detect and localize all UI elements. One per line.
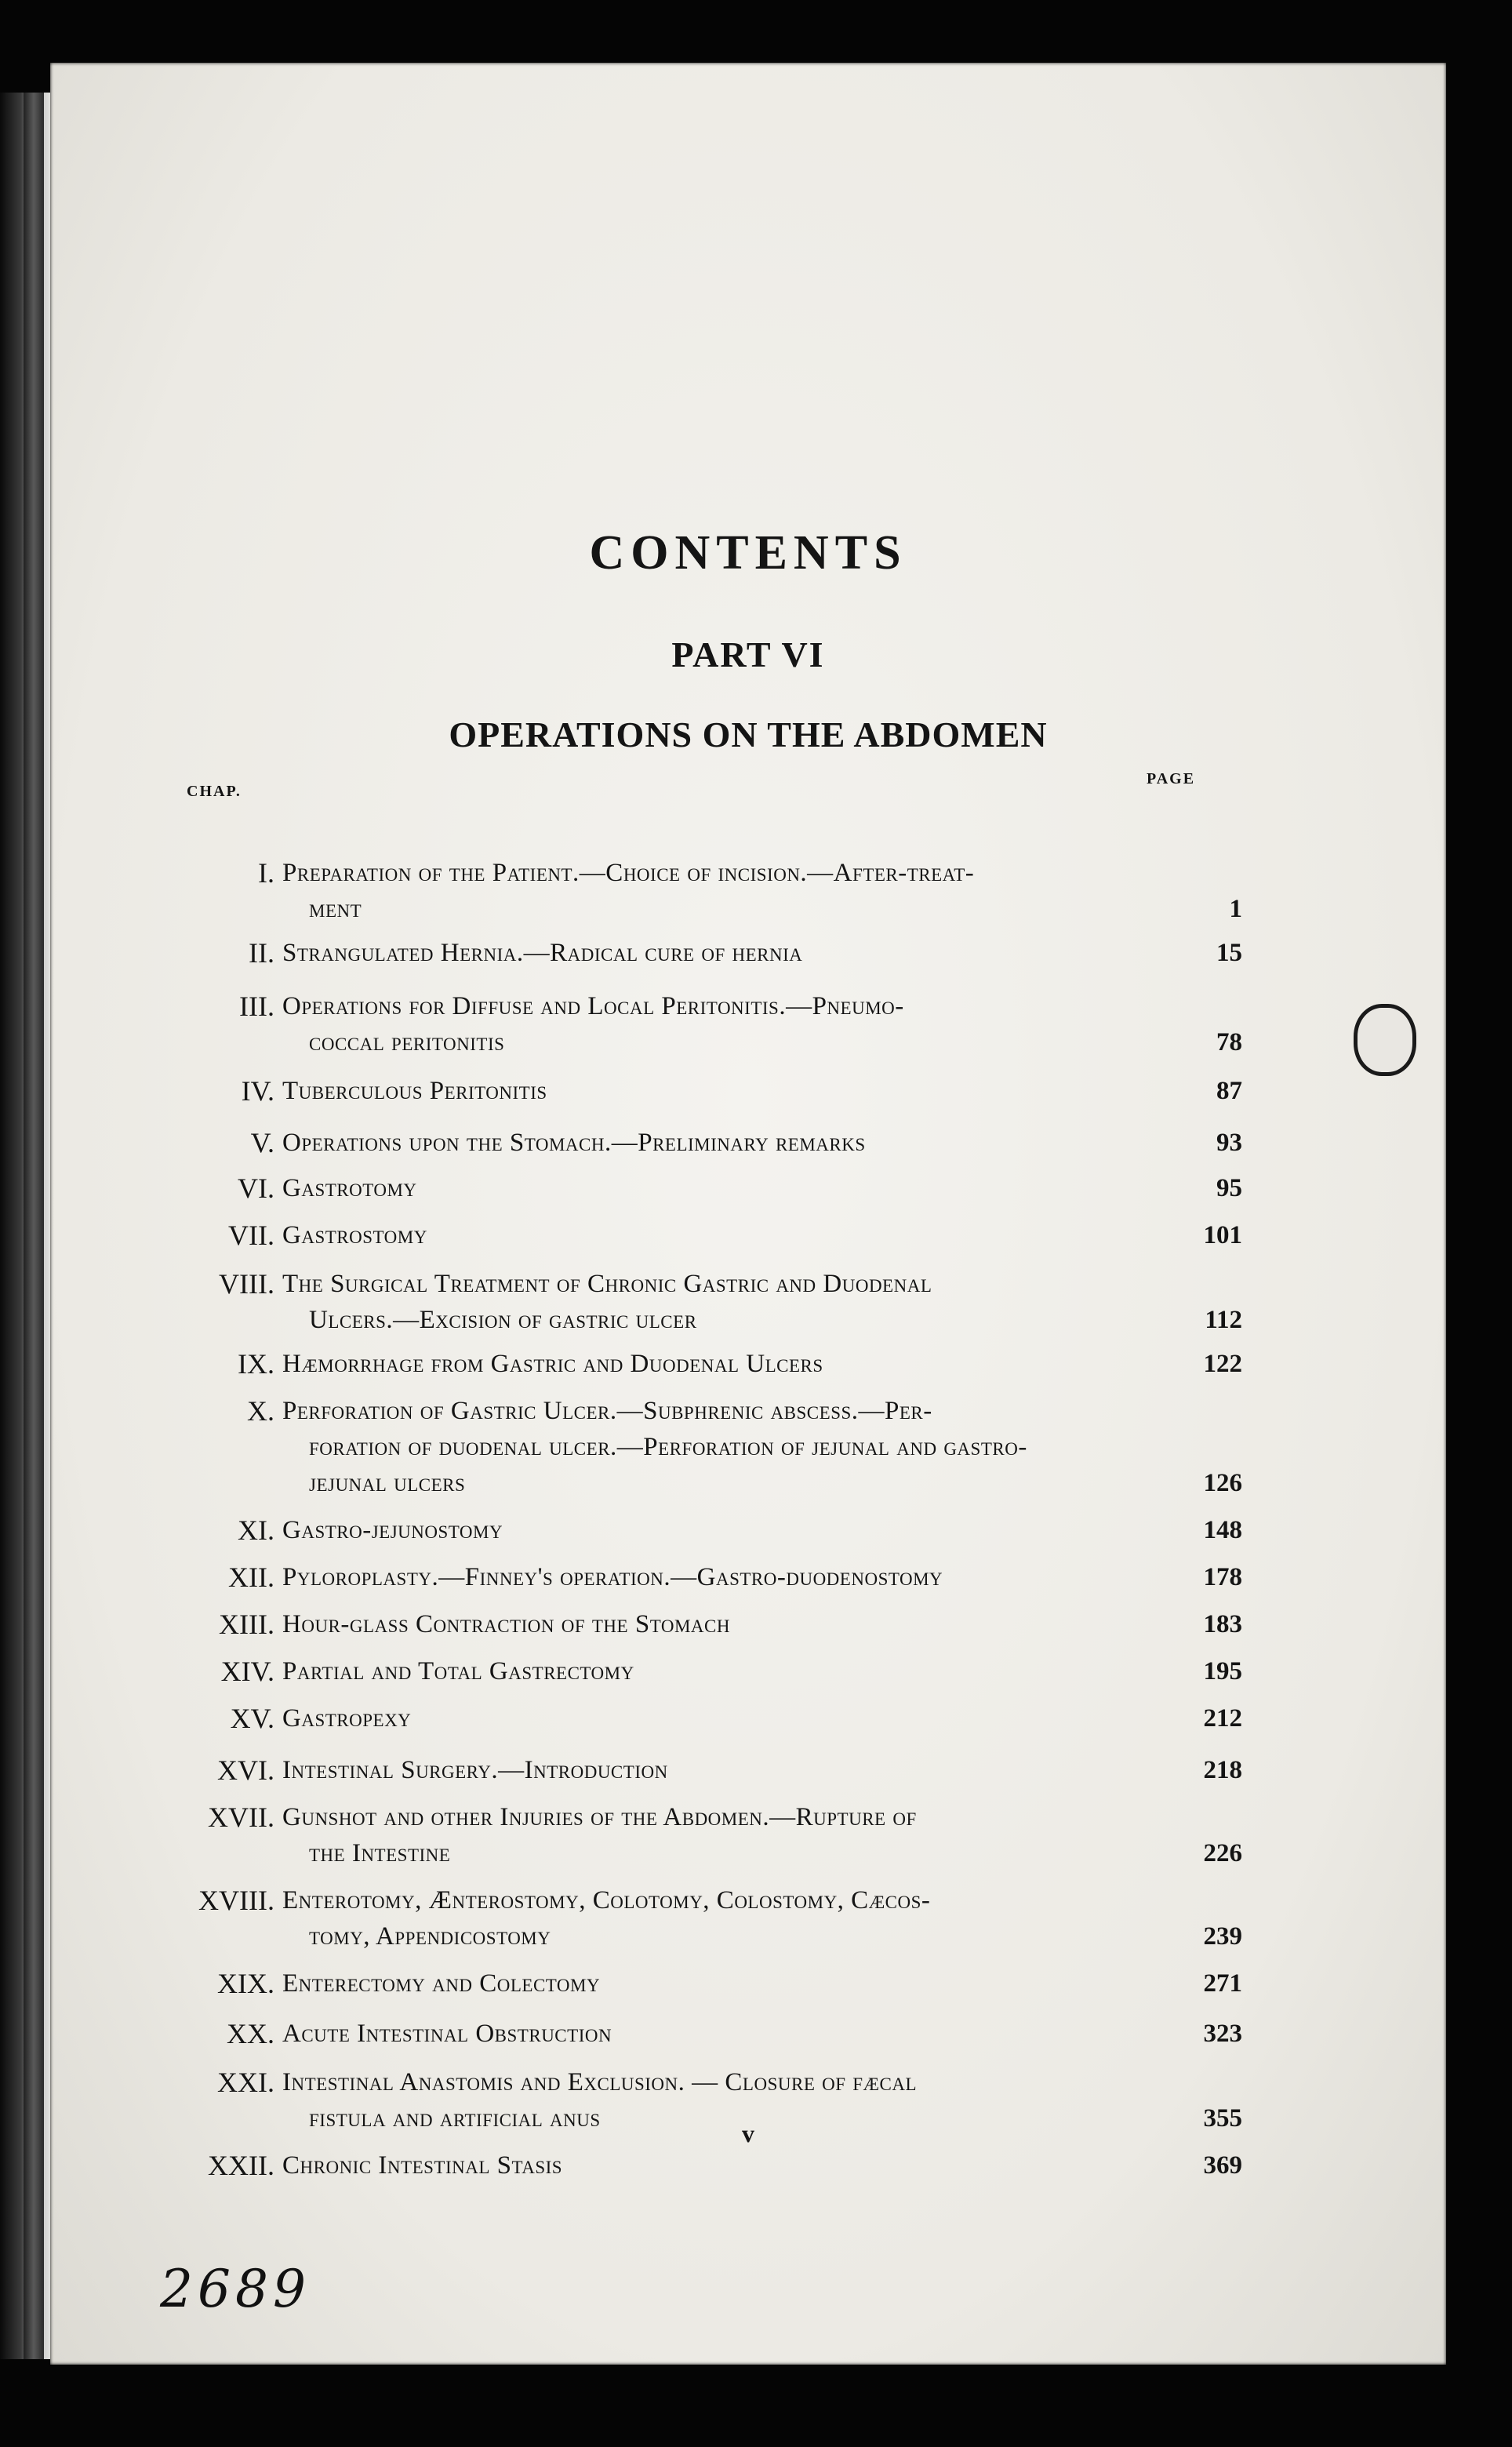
- chapter-number: I.: [258, 857, 274, 889]
- page-number: 271: [1203, 1969, 1242, 1998]
- page-folio: v: [742, 2119, 754, 2147]
- ink-blot: [1354, 1004, 1416, 1076]
- page-number: 226: [1203, 1839, 1242, 1867]
- chapter-number: IX.: [238, 1348, 274, 1380]
- book-page: [50, 63, 1446, 2365]
- chapter-number: XII.: [228, 1562, 274, 1593]
- chapter-title-line: Strangulated Hernia.—Radical cure of hernia: [282, 939, 803, 967]
- chapter-title: [282, 855, 1137, 927]
- page-number: 15: [1216, 939, 1242, 967]
- page-number: 218: [1203, 1756, 1242, 1784]
- page-column-header: PAGE: [1147, 770, 1196, 787]
- chapter-title-line: Gunshot and other Injuries of the Abdomen.—Rupture of: [282, 1803, 917, 1831]
- chapter-title: [282, 1217, 1137, 1253]
- chapter-title-line: Perforation of Gastric Ulcer.—Subphrenic abscess.—Per-: [282, 1397, 932, 1425]
- chapter-title: [282, 1965, 1137, 2002]
- chapter-number: XXII.: [208, 2150, 274, 2181]
- page-number: 101: [1203, 1221, 1242, 1249]
- chapter-title: [282, 1799, 1137, 1871]
- chapter-title-line: Pyloroplasty.—Finney's operation.—Gastro-duodenostomy: [282, 1563, 943, 1591]
- chapter-title-line: Operations upon the Stomach.—Preliminary remarks: [282, 1129, 866, 1157]
- chapter-title-line: Enterectomy and Colectomy: [282, 1969, 601, 1998]
- section-heading: OPERATIONS ON THE ABDOMEN: [449, 714, 1048, 754]
- page-number: 183: [1203, 1610, 1242, 1638]
- chapter-number: XX.: [227, 2018, 274, 2049]
- chapter-title: [282, 935, 1137, 971]
- chapter-title-line: Gastro-jejunostomy: [282, 1516, 503, 1544]
- chapter-number: XIII.: [219, 1609, 274, 1640]
- chapter-title: [282, 1346, 1137, 1382]
- page-number: 1: [1229, 895, 1242, 923]
- chapter-title-line: coccal peritonitis: [309, 1028, 505, 1056]
- chapter-title-line: Partial and Total Gastrectomy: [282, 1657, 634, 1685]
- chapter-title-line: Acute Intestinal Obstruction: [282, 2020, 612, 2048]
- chapter-title: [282, 1073, 1137, 1109]
- chapter-number: VIII.: [219, 1268, 274, 1300]
- chapter-title: [282, 1125, 1137, 1161]
- book-spine-edge: [24, 93, 44, 2359]
- part-heading: PART VI: [671, 634, 825, 674]
- chapter-title-line: Chronic Intestinal Stasis: [282, 2151, 563, 2180]
- chapter-number: XIX.: [217, 1968, 274, 1999]
- chapter-number: X.: [247, 1395, 274, 1427]
- contents-heading: CONTENTS: [589, 526, 907, 580]
- page-number: 87: [1216, 1077, 1242, 1105]
- page-number: 148: [1203, 1516, 1242, 1544]
- chapter-title: [282, 1170, 1137, 1206]
- chapter-title-line: ment: [309, 895, 362, 923]
- chapter-number: V.: [250, 1127, 274, 1158]
- chapter-title-line: foration of duodenal ulcer.—Perforation of jejunal and gastro-: [309, 1433, 1027, 1461]
- handwritten-number: 2689: [160, 2259, 311, 2319]
- page-number: 323: [1203, 2020, 1242, 2048]
- chapter-title: [282, 1653, 1137, 1689]
- page-number: 126: [1203, 1469, 1242, 1497]
- page-number: 195: [1203, 1657, 1242, 1685]
- chapter-title: [282, 1266, 1137, 1338]
- page-number: 355: [1203, 2104, 1242, 2132]
- chapter-number: III.: [239, 991, 274, 1022]
- page-number: 93: [1216, 1129, 1242, 1157]
- chapter-title-line: tomy, Appendicostomy: [309, 1922, 551, 1951]
- chapter-title-line: Ulcers.—Excision of gastric ulcer: [309, 1306, 697, 1334]
- page-number: 122: [1203, 1350, 1242, 1378]
- chapter-title-line: Hæmorrhage from Gastric and Duodenal Ulcers: [282, 1350, 823, 1378]
- chapter-title-line: Gastrotomy: [282, 1174, 417, 1202]
- chapter-number: XVIII.: [198, 1885, 274, 1916]
- chapter-title: [282, 1606, 1137, 1642]
- chapter-title: [282, 1559, 1137, 1595]
- chapter-title: [282, 1700, 1137, 1736]
- chapter-title: [282, 988, 1137, 1060]
- chap-column-header: CHAP.: [187, 783, 242, 800]
- chapter-title-line: Hour-glass Contraction of the Stomach: [282, 1610, 730, 1638]
- chapter-number: XIV.: [220, 1656, 274, 1687]
- page-number: 112: [1205, 1306, 1242, 1334]
- chapter-number: XVII.: [208, 1802, 274, 1833]
- chapter-title-line: the Intestine: [309, 1839, 451, 1867]
- chapter-title: [282, 1752, 1137, 1788]
- chapter-number: VII.: [228, 1220, 274, 1251]
- chapter-title-line: Intestinal Surgery.—Introduction: [282, 1756, 668, 1784]
- chapter-title: [282, 2016, 1137, 2052]
- chapter-title-line: The Surgical Treatment of Chronic Gastric and Duodenal: [282, 1270, 932, 1298]
- page-number: 212: [1203, 1704, 1242, 1733]
- chapter-number: XXI.: [217, 2067, 274, 2098]
- chapter-number: II.: [249, 937, 274, 969]
- chapter-title: [282, 2147, 1137, 2183]
- chapter-number: XV.: [230, 1703, 274, 1734]
- chapter-title-line: Gastrostomy: [282, 1221, 427, 1249]
- chapter-title: [282, 1512, 1137, 1548]
- chapter-number: VI.: [238, 1173, 274, 1204]
- chapter-title: [282, 1393, 1137, 1501]
- chapter-number: IV.: [241, 1075, 274, 1107]
- page-number: 239: [1203, 1922, 1242, 1951]
- chapter-title-line: Operations for Diffuse and Local Peritonitis.—Pneumo-: [282, 992, 904, 1020]
- chapter-number: XVI.: [217, 1754, 274, 1786]
- chapter-title-line: Intestinal Anastomis and Exclusion. — Closure of fæcal: [282, 2068, 918, 2096]
- chapter-title-line: Preparation of the Patient.—Choice of incision.—After-treat-: [282, 859, 975, 887]
- page-number: 178: [1203, 1563, 1242, 1591]
- chapter-title: [282, 1882, 1137, 1954]
- chapter-title-line: jejunal ulcers: [309, 1469, 466, 1497]
- chapter-number: XI.: [238, 1514, 274, 1546]
- chapter-title-line: Gastropexy: [282, 1704, 412, 1733]
- chapter-title-line: Enterotomy, Ænterostomy, Colotomy, Colostomy, Cæcos-: [282, 1886, 931, 1914]
- chapter-title-line: fistula and artificial anus: [309, 2104, 601, 2132]
- chapter-title-line: Tuberculous Peritonitis: [282, 1077, 547, 1105]
- page-number: 95: [1216, 1174, 1242, 1202]
- page-number: 78: [1216, 1028, 1242, 1056]
- page-number: 369: [1203, 2151, 1242, 2180]
